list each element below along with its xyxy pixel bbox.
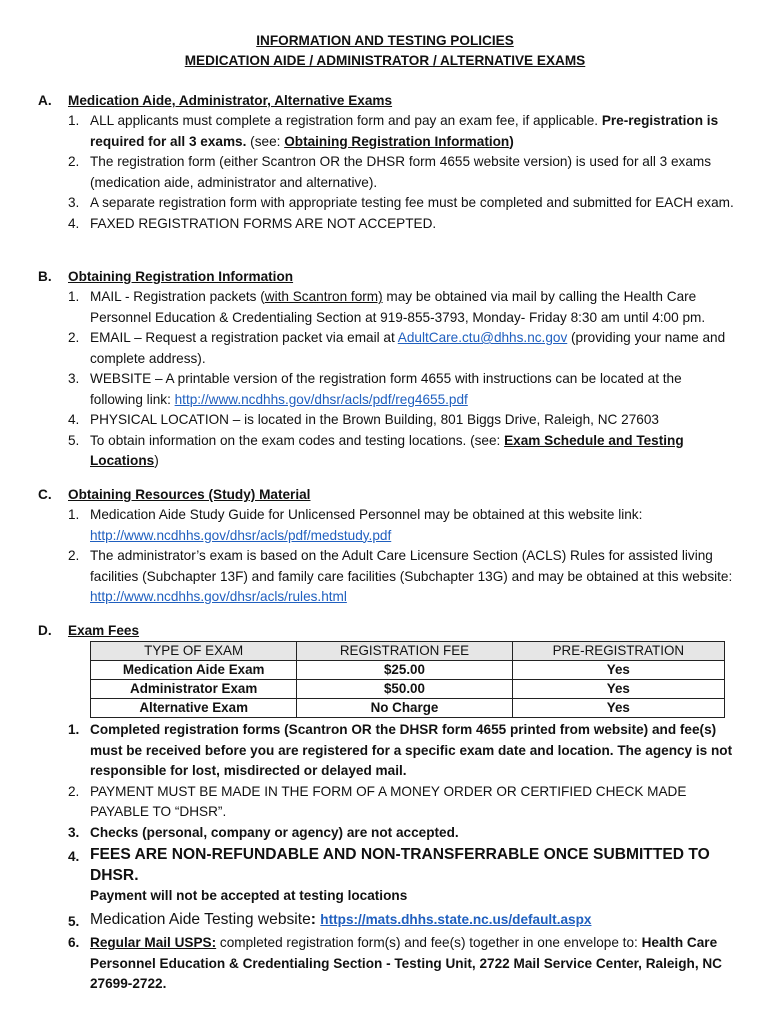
item-close-paren: ) [154, 453, 159, 468]
section-c-item-2 [38, 546, 738, 608]
item-number: 2. [68, 783, 80, 799]
item-text: Medication Aide Study Guide for Unlicensed Personnel may be obtained at this website link: [90, 507, 643, 522]
item-number: 4. [68, 215, 80, 231]
item-number: 5. [68, 913, 80, 929]
item-text: Checks (personal, company or agency) are not accepted. [90, 824, 459, 840]
item-number: 2. [68, 154, 80, 169]
section-d-letter: D. [38, 623, 52, 638]
item-underlined-text: with Scantron form) [264, 289, 383, 304]
table-header-cell: TYPE OF EXAM [91, 642, 297, 661]
item-colon: : [310, 910, 321, 928]
item-number: 1. [68, 113, 80, 128]
section-c-heading [38, 485, 738, 505]
section-a-title: Medication Aide, Administrator, Alternative Exams [68, 93, 393, 108]
item-underlined-text: Regular Mail USPS: [90, 935, 217, 950]
item-close-paren: ) [509, 133, 514, 149]
section-b-item-2 [38, 328, 738, 369]
table-header-cell: REGISTRATION FEE [297, 642, 512, 661]
section-a-letter: A. [38, 93, 52, 108]
section-a-heading [38, 91, 738, 111]
medstudy-link[interactable]: http://www.ncdhhs.gov/dhsr/acls/pdf/medstudy.pdf [90, 527, 392, 543]
section-d-items [38, 720, 738, 995]
table-row [91, 680, 725, 699]
section-d-item-2 [38, 782, 738, 823]
item-number: 1. [68, 507, 80, 522]
section-c-item-1 [38, 505, 738, 546]
section-b-title: Obtaining Registration Information [68, 269, 294, 284]
table-cell: $50.00 [297, 680, 512, 699]
section-b-item-5 [38, 431, 738, 472]
item-text: EMAIL – Request a registration packet via email at [90, 330, 398, 345]
section-a-item-2 [38, 152, 738, 193]
item-big-text: Medication Aide Testing website [90, 910, 311, 928]
item-text: ALL applicants must complete a registration form and pay an exam fee, if applicable. [90, 113, 602, 128]
section-a-item-3 [38, 193, 738, 214]
exam-fees-table [90, 641, 725, 718]
table-cell: Yes [512, 661, 724, 680]
item-text: A separate registration form with appropriate testing fee must be completed and submitted for EACH exam. [90, 195, 734, 210]
item-text-cont: may be obtained via mail by calling the Health Care Personnel Education & Credentialing Section at 919-855-3793, Monday- Friday 8:30 am until 4:00 pm. [90, 289, 706, 325]
doc-title-line2: MEDICATION AIDE / ADMINISTRATOR / ALTERNATIVE EXAMS [184, 53, 586, 68]
section-a-item-4 [38, 214, 738, 235]
obtaining-registration-link[interactable]: Obtaining Registration Information [284, 133, 510, 149]
item-number: 2. [68, 548, 80, 563]
section-d-heading-wrap [38, 621, 738, 641]
table-row [91, 699, 725, 718]
table-cell: Yes [512, 680, 724, 699]
item-number: 3. [68, 371, 80, 386]
item-number: 4. [68, 849, 80, 864]
item-number: 3. [68, 195, 80, 210]
item-text-cont: (providing your name and complete address). [90, 330, 726, 366]
table-cell: Alternative Exam [91, 699, 297, 718]
rules-link[interactable]: http://www.ncdhhs.gov/dhsr/acls/rules.html [90, 589, 347, 604]
item-text: Payment will not be accepted at testing locations [90, 888, 408, 903]
item-text: MAIL - Registration packets ( [90, 289, 265, 304]
item-number: 1. [68, 289, 80, 304]
section-c-title: Obtaining Resources (Study) Material [68, 487, 311, 502]
item-bold-text: Pre-registration is required for all 3 exams. [90, 113, 719, 149]
item-big-period: . [134, 866, 139, 884]
table-cell: Administrator Exam [91, 680, 297, 699]
item-big-text: FEES ARE NON-REFUNDABLE AND NON-TRANSFERRABLE ONCE SUBMITTED TO DHSR [90, 846, 710, 884]
mats-website-link[interactable]: https://mats.dhhs.state.nc.us/default.aspx [320, 911, 592, 927]
table-cell: Yes [512, 699, 724, 718]
item-text: To obtain information on the exam codes and testing locations. (see: [90, 432, 505, 448]
section-d-item-5 [38, 910, 738, 931]
item-number: 6. [68, 935, 80, 950]
section-d-item-1 [38, 720, 738, 782]
item-number: 5. [68, 432, 80, 448]
table-header-row [91, 642, 725, 661]
table-row [91, 661, 725, 680]
section-b-item-4 [38, 410, 738, 431]
table-cell: $25.00 [297, 661, 512, 680]
doc-title-line1: INFORMATION AND TESTING POLICIES [256, 33, 514, 48]
section-b-letter: B. [38, 269, 52, 284]
item-text: WEBSITE – A printable version of the registration form 4655 with instructions can be located at the following link: [90, 371, 682, 407]
section-d-item-6 [38, 933, 738, 995]
item-text: PAYMENT MUST BE MADE IN THE FORM OF A MONEY ORDER OR CERTIFIED CHECK MADE PAYABLE TO “DHSR”. [90, 783, 687, 819]
section-b [38, 267, 738, 472]
reg4655-link[interactable]: http://www.ncdhhs.gov/dhsr/acls/pdf/reg4655.pdf [174, 391, 468, 407]
section-a-item-1 [38, 111, 738, 152]
item-text: The administrator’s exam is based on the Adult Care Licensure Section (ACLS) Rules for assisted living facilities (Subchapter 13F) and family care facilities (Subchapter 13G) and may be obtained at this website: [90, 548, 733, 584]
section-c [38, 485, 738, 608]
section-b-item-1 [38, 287, 738, 328]
table-header-cell: PRE-REGISTRATION [512, 642, 724, 661]
table-cell: Medication Aide Exam [91, 661, 297, 680]
section-c-letter: C. [38, 487, 52, 502]
exam-schedule-link[interactable]: Exam Schedule and Testing Locations [90, 432, 684, 468]
section-d-title: Exam Fees [68, 623, 140, 638]
email-link[interactable]: AdultCare.ctu@dhhs.nc.gov [397, 330, 568, 345]
item-text: completed registration form(s) and fee(s) together in one envelope to: [216, 935, 642, 950]
item-text: PHYSICAL LOCATION – is located in the Brown Building, 801 Biggs Drive, Raleigh, NC 27603 [90, 412, 659, 427]
item-text: FAXED REGISTRATION FORMS ARE NOT ACCEPTED. [90, 215, 437, 231]
section-b-heading [38, 267, 738, 287]
section-d-item-3 [38, 823, 738, 844]
section-d-heading [38, 621, 738, 641]
item-number: 3. [68, 824, 80, 840]
item-number: 1. [68, 722, 80, 737]
section-d-item-4 [38, 845, 738, 907]
item-number: 2. [68, 330, 80, 345]
item-text: The registration form (either Scantron OR the DHSR form 4655 website version) is used for all 3 exams (medication aide, administrator and alternative). [90, 154, 712, 190]
item-text: Completed registration forms (Scantron OR the DHSR form 4655 printed from website) and fee(s) must be received before you are registered for a specific exam date and location. The agency is not responsible for lost, misdirected or delayed mail. [90, 722, 733, 778]
table-cell: No Charge [297, 699, 512, 718]
section-b-item-3 [38, 369, 738, 410]
section-a [38, 91, 738, 234]
item-bold-text: Health Care Personnel Education & Credentialing Section - Testing Unit, 2722 Mail Service Center, Raleigh, NC 27699-2722. [90, 935, 723, 991]
item-number: 4. [68, 412, 80, 427]
item-see-text: (see: [246, 133, 285, 149]
